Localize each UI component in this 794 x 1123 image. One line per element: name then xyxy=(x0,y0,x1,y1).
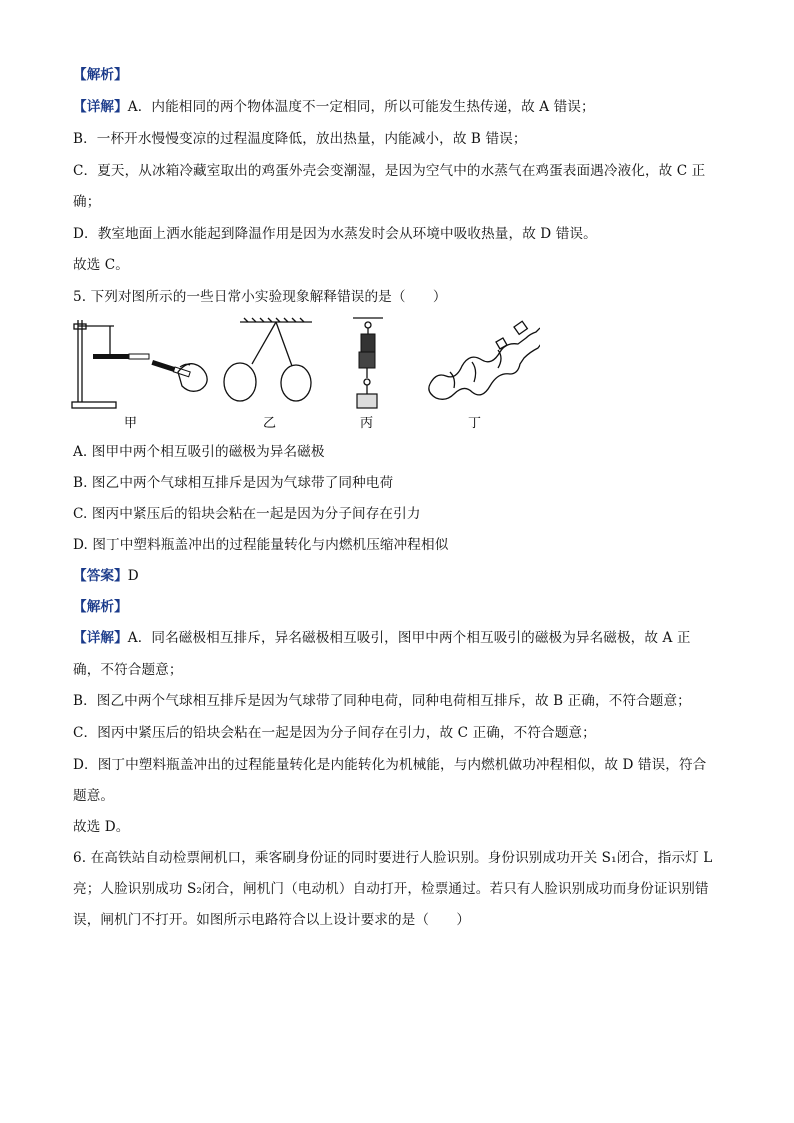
q4-detail-a xyxy=(73,98,595,116)
q4-detail-b: B．一杯开水慢慢变凉的过程温度降低，放出热量，内能减小，故 B 错误； xyxy=(73,131,527,147)
q5-conclusion: 故选 D。 xyxy=(73,819,130,835)
q5-detail-a-line2: 确，不符合题意； xyxy=(73,662,183,678)
q4-detail-c-line2: 确； xyxy=(73,194,101,210)
q5-detail-d-line1: D．图丁中塑料瓶盖冲出的过程能量转化是内能转化为机械能，与内燃机做功冲程相似，故 D 错误，符合 xyxy=(73,757,707,773)
q5-detail-b: B．图乙中两个气球相互排斥是因为气球带了同种电荷，同种电荷相互排斥，故 B 正确，不符合题意； xyxy=(73,693,691,709)
figure-label-bing: 丙 xyxy=(360,416,374,431)
q5-detail-a-text: A．同名磁极相互排斥，异名磁极相互吸引，图甲中两个相互吸引的磁极为异名磁极，故 A 正 xyxy=(127,630,691,646)
q4-detail-d: D．教室地面上洒水能起到降温作用是因为水蒸发时会从环境中吸收热量，故 D 错误。 xyxy=(73,226,597,242)
answer-tag: 【答案】 xyxy=(73,568,128,584)
q5-option-d: D. 图丁中塑料瓶盖冲出的过程能量转化与内燃机压缩冲程相似 xyxy=(73,537,449,553)
figure-bing-lead-blocks xyxy=(353,318,383,408)
figure-label-ding: 丁 xyxy=(468,416,482,431)
q5-option-b: B. 图乙中两个气球相互排斥是因为气球带了同种电荷 xyxy=(73,475,394,491)
q5-stem: 5. 下列对图所示的一些日常小实验现象解释错误的是（ ） xyxy=(73,289,447,305)
figure-yi-balloons xyxy=(224,318,312,401)
figure-label-jia: 甲 xyxy=(124,416,138,431)
q4-conclusion: 故选 C。 xyxy=(73,257,130,273)
q5-detail-c: C．图丙中紧压后的铅块会粘在一起是因为分子间存在引力，故 C 正确，不符合题意； xyxy=(73,725,596,741)
q4-detail-c-line1: C．夏天，从冰箱冷藏室取出的鸡蛋外壳会变潮湿，是因为空气中的水蒸气在鸡蛋表面遇冷液化，故 C 正 xyxy=(73,163,706,179)
q5-figure xyxy=(60,312,540,437)
q6-stem-line3: 误，闸机门不打开。如图所示电路符合以上设计要求的是（ ） xyxy=(73,912,471,928)
q6-stem-line2: 亮；人脸识别成功 S₂闭合，闸机门（电动机）自动打开，检票通过。若只有人脸识别成功而身份证识别错 xyxy=(73,881,709,897)
detail-tag: 【详解】 xyxy=(73,99,128,115)
figure-label-yi: 乙 xyxy=(263,416,277,431)
q5-answer xyxy=(73,567,139,585)
q5-detail-tag: 【详解】 xyxy=(73,630,128,646)
q5-detail-d-line2: 题意。 xyxy=(73,788,115,804)
analysis-tag: 【解析】 xyxy=(73,67,128,83)
q5-analysis-tag: 【解析】 xyxy=(73,599,128,615)
q5-option-a: A. 图甲中两个相互吸引的磁极为异名磁极 xyxy=(73,444,325,460)
figure-jia-stand-magnets xyxy=(72,320,207,408)
q4-detail-a-text: A．内能相同的两个物体温度不一定相同，所以可能发生热传递，故 A 错误； xyxy=(127,99,595,115)
q5-detail-a-line1 xyxy=(73,629,691,647)
figure-ding-bottle xyxy=(429,321,540,399)
q6-stem-line1: 6. 在高铁站自动检票闸机口，乘客刷身份证的同时要进行人脸识别。身份识别成功开关 S₁闭合，指示灯 L xyxy=(73,850,713,866)
q5-answer-value: D xyxy=(127,568,139,584)
q5-option-c: C. 图丙中紧压后的铅块会粘在一起是因为分子间存在引力 xyxy=(73,506,421,522)
